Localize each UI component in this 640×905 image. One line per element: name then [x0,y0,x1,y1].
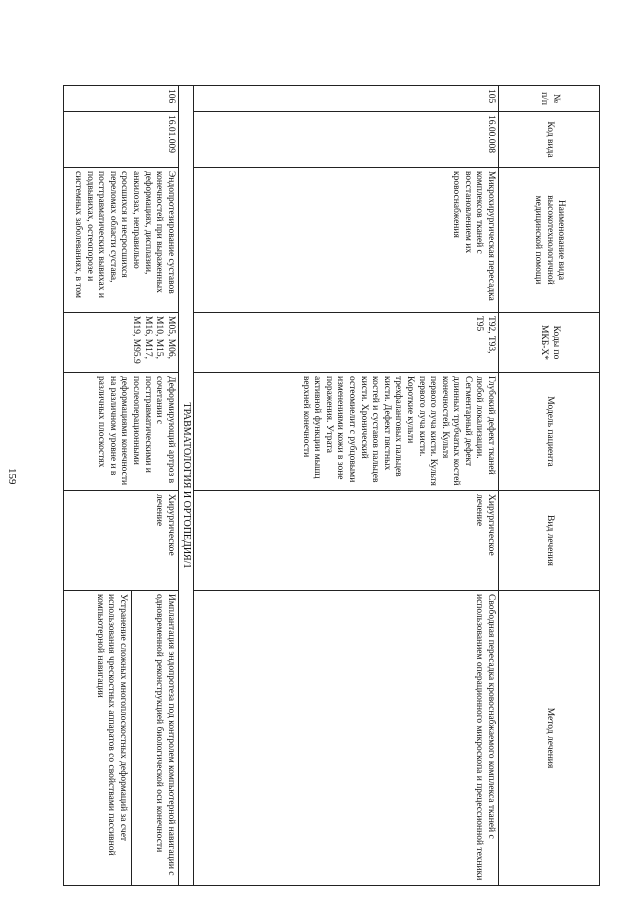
row106-method-2: Устранение сложных многоплоскостных деформаций за счет использования чрескостных аппаратов со свойствами пассивной компьютерной навигации [93,591,132,885]
header-method: Метод лечения [499,591,600,886]
treatment-table [63,85,600,886]
row105-code: 16.00.008 [194,112,499,168]
page-number: 159 [6,468,18,485]
row105-num: 105 [194,86,499,112]
row106-code: 16.01.009 [63,112,178,168]
table-row [194,86,499,886]
table-row [63,86,178,886]
row105-icd: T92, T93, T95 [194,313,499,373]
header-row [499,86,600,886]
row106-method-1: Имплантация эндопротеза под контролем компьютерной навигации с одновременной реконструкцией биологической оси конечности [154,594,176,876]
header-code: Код вида [499,112,600,168]
row106-icd: M05, M06, M10, M15, M16, M17, M19, M95.9 [63,313,178,373]
header-num: № п/п [499,86,600,112]
row106-type: Хирургическое лечение [63,491,178,591]
row105-name: Микрохирургическая пересадка комплексов тканей с восстановлением их кровоснабжения [194,168,499,313]
section-title: ТРАВМАТОЛОГИЯ И ОРТОПЕДИЯ/1 [178,86,193,886]
header-type: Вид лечения [499,491,600,591]
section-row [178,86,193,886]
header-icd: Коды по МКБ-X* [499,313,600,373]
row106-model: Деформирующий артроз в сочетании с посттравматическими и послеоперационными деформациями конечности на различном уровне и в различных плоскостях [63,373,178,491]
row106-method-cell [63,591,178,886]
rotated-table-sheet [40,85,600,885]
row105-type: Хирургическое лечение [194,491,499,591]
row106-name: Эндопротезирование суставов конечностей при выраженных деформациях, дисплазии, анкилозах, неправильно сросшихся и несросшихся переломах области сустава, посттравматических вывихах и подвывихах, остеопорозе и системных заболеваниях, в том [63,168,178,313]
header-model: Модель пациента [499,373,600,491]
row105-method: Свободная пересадка кровоснабжаемого комплекса тканей с использованием операционного микроскопа и прецессионной техники [194,591,499,886]
header-name: Наименование вида высокотехнологичной медицинской помощи [499,168,600,313]
row105-model: Глубокий дефект тканей любой локализации. Сегментарный дефект длинных трубчатых костей конечностей. Культя первого луча кисти. Культя первого луча кисти. Короткие культи трехфаланговых пальцев кисти. Дефект пястных костей и суставов пальцев кисти. Хронический остеомиелит с рубцовыми изменениями кожи в зоне поражения. Утрата активной функции мышц верхней конечности [194,373,499,491]
row106-num: 106 [63,86,178,112]
